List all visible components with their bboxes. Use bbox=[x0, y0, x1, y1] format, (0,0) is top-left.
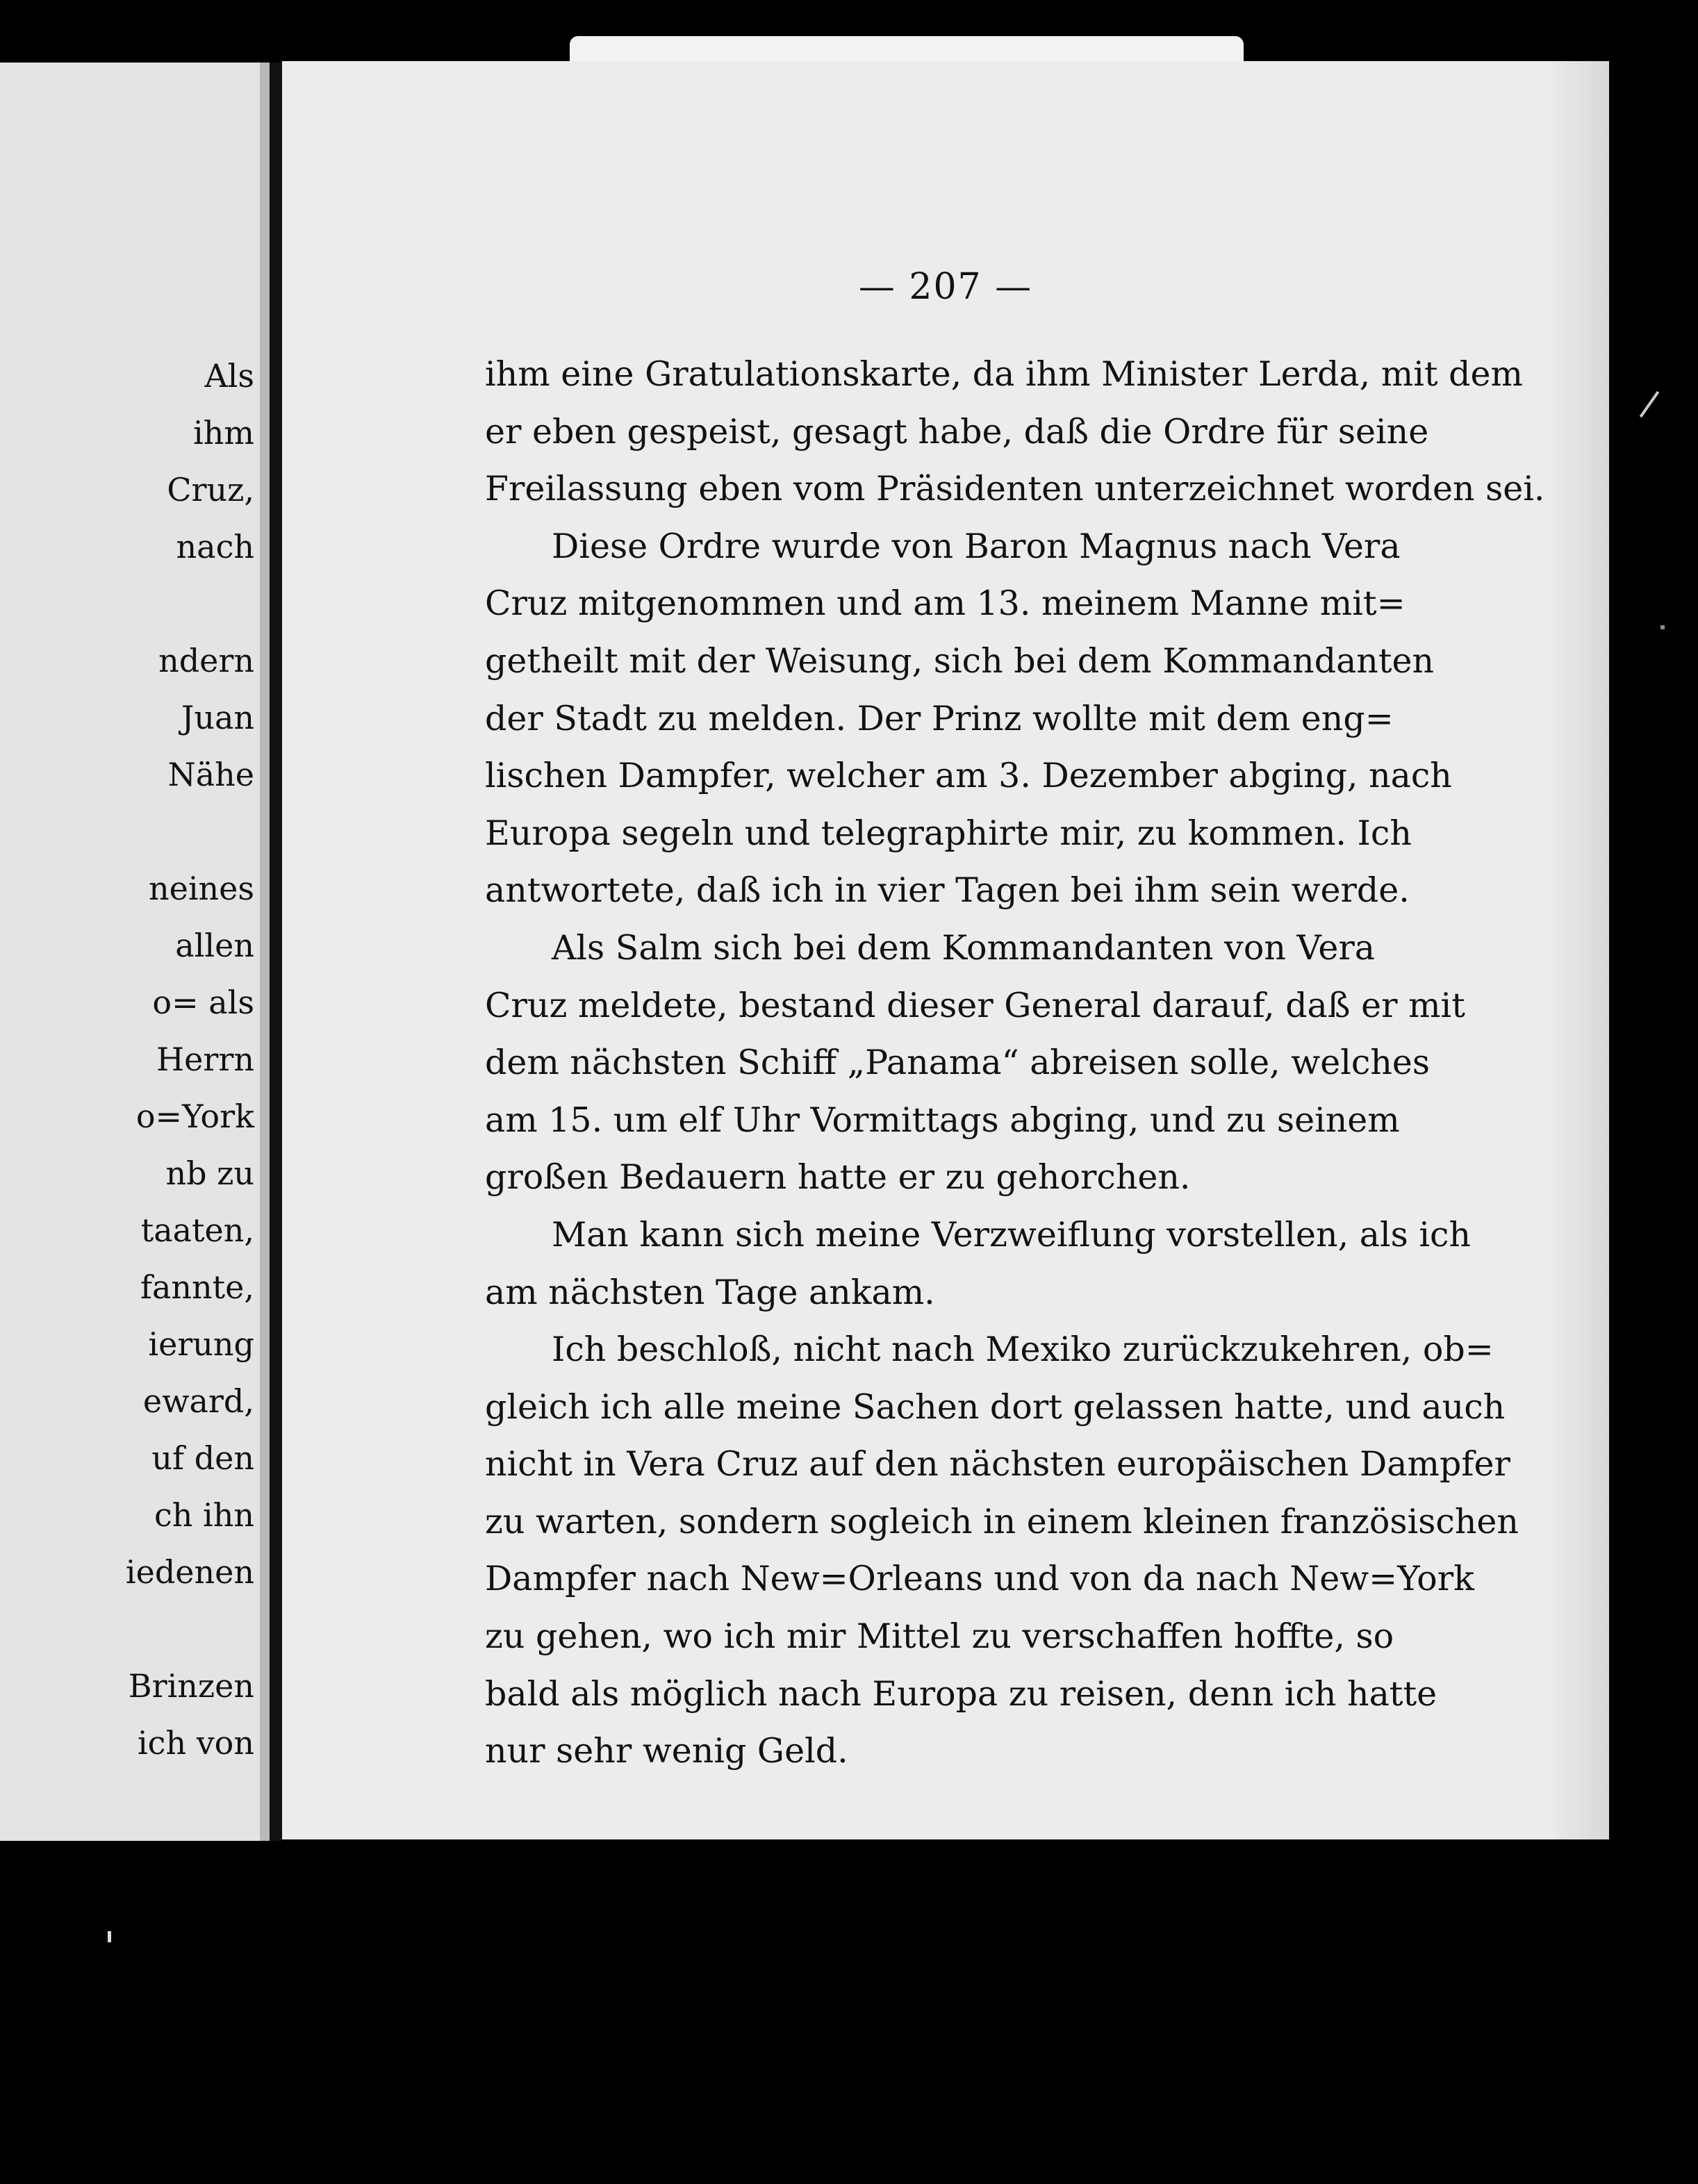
text-line: am 15. um elf Uhr Vormittags abging, und zu seinem bbox=[485, 1100, 1400, 1140]
text-line: Diese Ordre wurde von Baron Magnus nach Vera bbox=[552, 526, 1401, 566]
text-line: er eben gespeist, gesagt habe, daß die Ordre für seine bbox=[485, 411, 1429, 452]
text-line: zu warten, sondern sogleich in einem kleinen französischen bbox=[485, 1501, 1519, 1541]
left-fragment-line: Herrn bbox=[156, 1041, 254, 1078]
text-line: Als Salm sich bei dem Kommandanten von Vera bbox=[552, 927, 1375, 968]
text-line: Cruz mitgenommen und am 13. meinem Manne mit= bbox=[485, 584, 1406, 624]
left-fragment-line: o=York bbox=[135, 1098, 254, 1135]
text-line: getheilt mit der Weisung, sich bei dem Kommandanten bbox=[485, 640, 1435, 681]
left-fragment-gap bbox=[126, 803, 254, 860]
text-line: großen Bedauern hatte er zu gehorchen. bbox=[485, 1157, 1191, 1198]
book-spine bbox=[270, 63, 282, 1841]
left-fragment-line: Juan bbox=[181, 699, 254, 736]
scan-mark bbox=[108, 1931, 111, 1942]
text-line: dem nächsten Schiff „Panama“ abreisen solle, welches bbox=[485, 1043, 1431, 1083]
body-text bbox=[485, 346, 1545, 1780]
text-line: gleich ich alle meine Sachen dort gelassen hatte, und auch bbox=[485, 1387, 1506, 1427]
left-fragment-line: ihm bbox=[193, 414, 254, 452]
text-line: bald als möglich nach Europa zu reisen, denn ich hatte bbox=[485, 1673, 1437, 1714]
text-line: lischen Dampfer, welcher am 3. Dezember abging, nach bbox=[485, 756, 1452, 796]
text-line: nicht in Vera Cruz auf den nächsten europäischen Dampfer bbox=[485, 1444, 1510, 1484]
left-fragment-gap bbox=[126, 1600, 254, 1657]
left-fragment-line: taaten, bbox=[140, 1211, 254, 1249]
text-line: der Stadt zu melden. Der Prinz wollte mit dem eng= bbox=[485, 698, 1394, 738]
left-fragment-line: fannte, bbox=[140, 1268, 254, 1306]
text-line: Dampfer nach New=Orleans und von da nach New=York bbox=[485, 1559, 1474, 1599]
left-page bbox=[0, 63, 270, 1841]
text-line: Freilassung eben vom Präsidenten unterzeichnet worden sei. bbox=[485, 469, 1545, 509]
text-line: Cruz meldete, bestand dieser General darauf, daß er mit bbox=[485, 985, 1465, 1025]
text-line: am nächsten Tage ankam. bbox=[485, 1272, 935, 1312]
left-fragment-line: Nähe bbox=[167, 756, 254, 793]
text-line: Man kann sich meine Verzweiflung vorstellen, als ich bbox=[552, 1214, 1472, 1255]
left-fragment-line: ich von bbox=[137, 1724, 254, 1762]
left-fragment-line: ndern bbox=[158, 642, 254, 679]
left-fragment-line: neines bbox=[148, 870, 254, 907]
left-fragment-line: eward, bbox=[142, 1382, 254, 1420]
text-line: antwortete, daß ich in vier Tagen bei ihm sein werde. bbox=[485, 870, 1410, 911]
left-fragment-line: Cruz, bbox=[167, 471, 254, 508]
page-number: — 207 — bbox=[858, 266, 1033, 308]
left-fragment-line: o= als bbox=[152, 984, 254, 1021]
left-fragment-line: Als bbox=[204, 357, 254, 395]
left-fragment-line: iedenen bbox=[125, 1553, 254, 1591]
text-line: Europa segeln und telegraphirte mir, zu kommen. Ich bbox=[485, 813, 1412, 853]
text-line: zu gehen, wo ich mir Mittel zu verschaffen hoffte, so bbox=[485, 1616, 1394, 1657]
left-page-gutter bbox=[260, 63, 270, 1841]
scan-mark bbox=[1640, 391, 1660, 417]
scan-mark bbox=[1660, 625, 1665, 629]
left-page-text-fragments bbox=[126, 347, 254, 1771]
right-page bbox=[282, 61, 1609, 1839]
left-fragment-line: Brinzen bbox=[128, 1667, 254, 1705]
page-edge-shade bbox=[1547, 61, 1609, 1839]
left-fragment-line: ch ihn bbox=[154, 1496, 254, 1534]
left-fragment-line: nach bbox=[176, 528, 254, 565]
left-fragment-line: allen bbox=[175, 927, 254, 964]
text-line: Ich beschloß, nicht nach Mexiko zurückzukehren, ob= bbox=[552, 1330, 1494, 1370]
left-fragment-gap bbox=[126, 575, 254, 632]
text-line: ihm eine Gratulationskarte, da ihm Minister Lerda, mit dem bbox=[485, 354, 1523, 394]
left-fragment-line: uf den bbox=[151, 1439, 254, 1477]
left-fragment-line: nb zu bbox=[165, 1155, 254, 1192]
left-fragment-line: ierung bbox=[148, 1325, 254, 1363]
text-line: nur sehr wenig Geld. bbox=[485, 1731, 848, 1771]
